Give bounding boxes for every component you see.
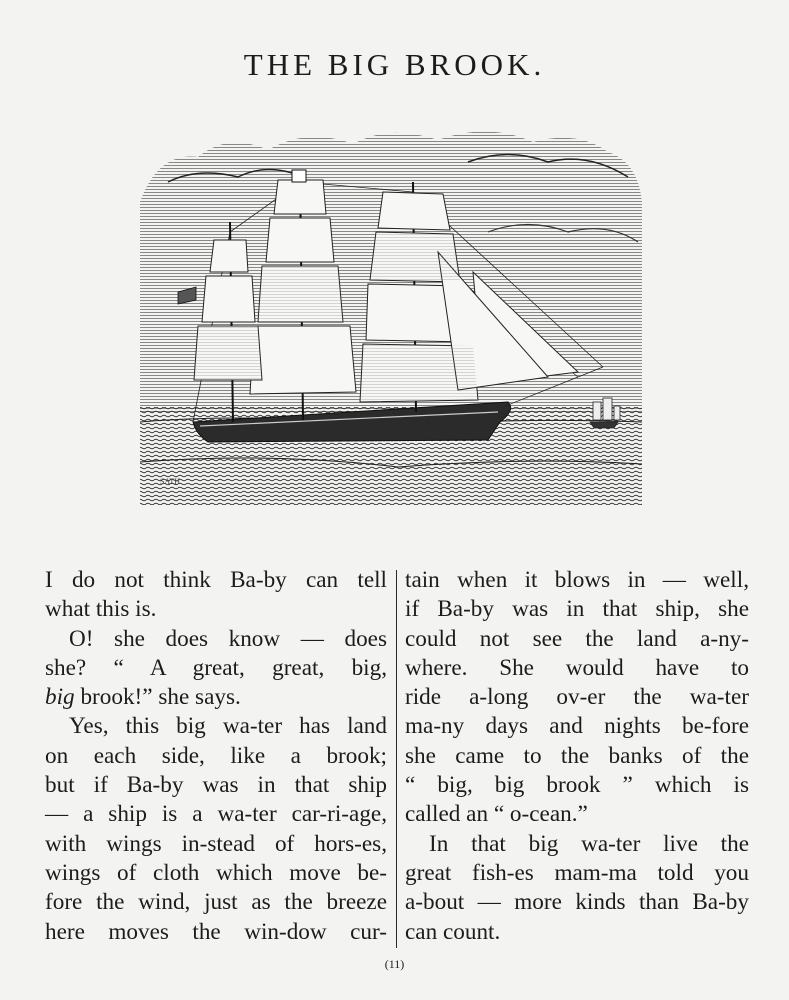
right-column (405, 566, 749, 947)
text-line: where. She would have to (405, 654, 749, 681)
svg-text:SATH: SATH (160, 477, 181, 486)
page-number: (11) (384, 957, 405, 971)
text-line: she came to the banks of the (405, 742, 749, 769)
text-line: big brook!” she says. (45, 684, 241, 711)
text-line: ride a-long ov-er the wa-ter (405, 684, 749, 711)
page-title: THE BIG BROOK. (243, 46, 546, 82)
text-line: what this is. (45, 596, 157, 623)
text-line: called an “ o-cean.” (405, 801, 588, 828)
text-line: here moves the win-dow cur- (45, 918, 387, 945)
text-line: — a ship is a wa-ter car-ri-age, (45, 801, 387, 828)
text-line: O! she does know — does (69, 625, 387, 652)
text-line: if Ba-by was in that ship, she (405, 596, 749, 623)
text-line: In that big wa-ter live the (429, 830, 749, 857)
ship-engraving (138, 122, 644, 507)
text-line: could not see the land a-ny- (405, 625, 749, 652)
left-column (45, 566, 387, 947)
text-line: Yes, this big wa-ter has land (69, 713, 387, 740)
text-line: a-bout — more kinds than Ba-by (405, 889, 749, 916)
text-line: she? “ A great, great, big, (45, 654, 387, 681)
text-line: “ big, big brook ” which is (405, 772, 749, 799)
text-line: with wings in-stead of hors-es, (45, 830, 387, 857)
text-line: great fish-es mam-ma told you (405, 859, 749, 886)
text-line: I do not think Ba-by can tell (45, 567, 387, 593)
text-line: wings of cloth which move be- (45, 859, 387, 886)
text-line: but if Ba-by was in that ship (45, 772, 387, 799)
text-line: on each side, like a brook; (45, 742, 387, 769)
text-line: can count. (405, 918, 501, 945)
text-line: ma-ny days and nights be-fore (405, 713, 749, 740)
column-divider (396, 570, 397, 948)
text-line: tain when it blows in — well, (405, 567, 749, 593)
italic-word: big (45, 684, 75, 711)
text-line: fore the wind, just as the breeze (45, 889, 387, 916)
